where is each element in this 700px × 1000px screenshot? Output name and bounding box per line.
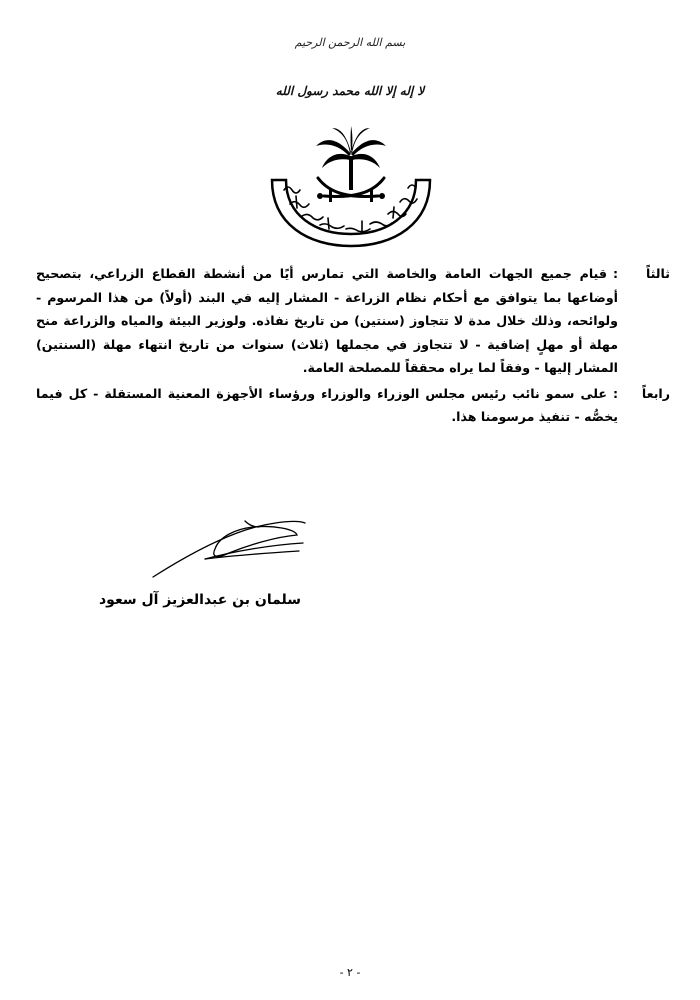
clause-third: ثالثاً :قيام جميع الجهات العامة والخاصة التي تمارس أيًا من أنشطة القطاع الزراعي، بتصحيح أوضاعها بما يتوافق مع أحكام نظام الزراعة - المشار إليه في البند (أولاً) من هذا المرسوم - ولوائحه، وذلك خلال مدة لا تتجاوز (سنتين) من تاريخ نفاذه. ولوزير البيئة والمياه والزراعة منح مهلة أو مهلٍ إضافية - لا تتجاوز في مجملها (ثلاث) سنوات من تاريخ انتهاء مهلة (السنتين) المشار إليها - وفقاً لما يراه محققاً للمصلحة العامة. xyxy=(36,262,670,380)
palm-and-swords-icon xyxy=(266,124,436,250)
decree-body xyxy=(36,262,670,431)
clause-label: رابعاً xyxy=(641,385,670,401)
clause-label: ثالثاً xyxy=(645,266,670,281)
signatory-name: سلمان بن عبدالعزيز آل سعود xyxy=(98,592,301,608)
clause-fourth: رابعاً :على سمو نائب رئيس مجلس الوزراء والوزراء ورؤساء الأجهزة المعنية المستقلة - كل فيما يخصُّه - تنفيذ مرسومنا هذا. xyxy=(36,382,670,429)
page-number: - ٢ - xyxy=(339,966,361,979)
shahada-calligraphy: لا إله إلا الله محمد رسول الله xyxy=(275,84,425,98)
letterhead xyxy=(0,0,700,260)
clause-text: قيام جميع الجهات العامة والخاصة التي تمارس أيًا من أنشطة القطاع الزراعي، بتصحيح أوضاعها بما يتوافق مع أحكام نظام الزراعة - المشار إليه في البند (أولاً) من هذا المرسوم - ولوائحه، وذلك خلال مدة لا تتجاوز (سنتين) من تاريخ نفاذه. ولوزير البيئة والمياه والزراعة منح مهلة أو مهلٍ إضافية - لا تتجاوز في مجملها (ثلاث) سنوات من تاريخ انتهاء مهلة (السنتين) المشار إليها - وفقاً لما يراه محققاً للمصلحة العامة. xyxy=(36,266,618,375)
clause-text: على سمو نائب رئيس مجلس الوزراء والوزراء ورؤساء الأجهزة المعنية المستقلة - كل فيما يخصُّه - تنفيذ مرسومنا هذا. xyxy=(36,385,618,424)
handwritten-signature-icon xyxy=(145,515,310,585)
basmala: بسم الله الرحمن الرحيم xyxy=(294,36,406,49)
